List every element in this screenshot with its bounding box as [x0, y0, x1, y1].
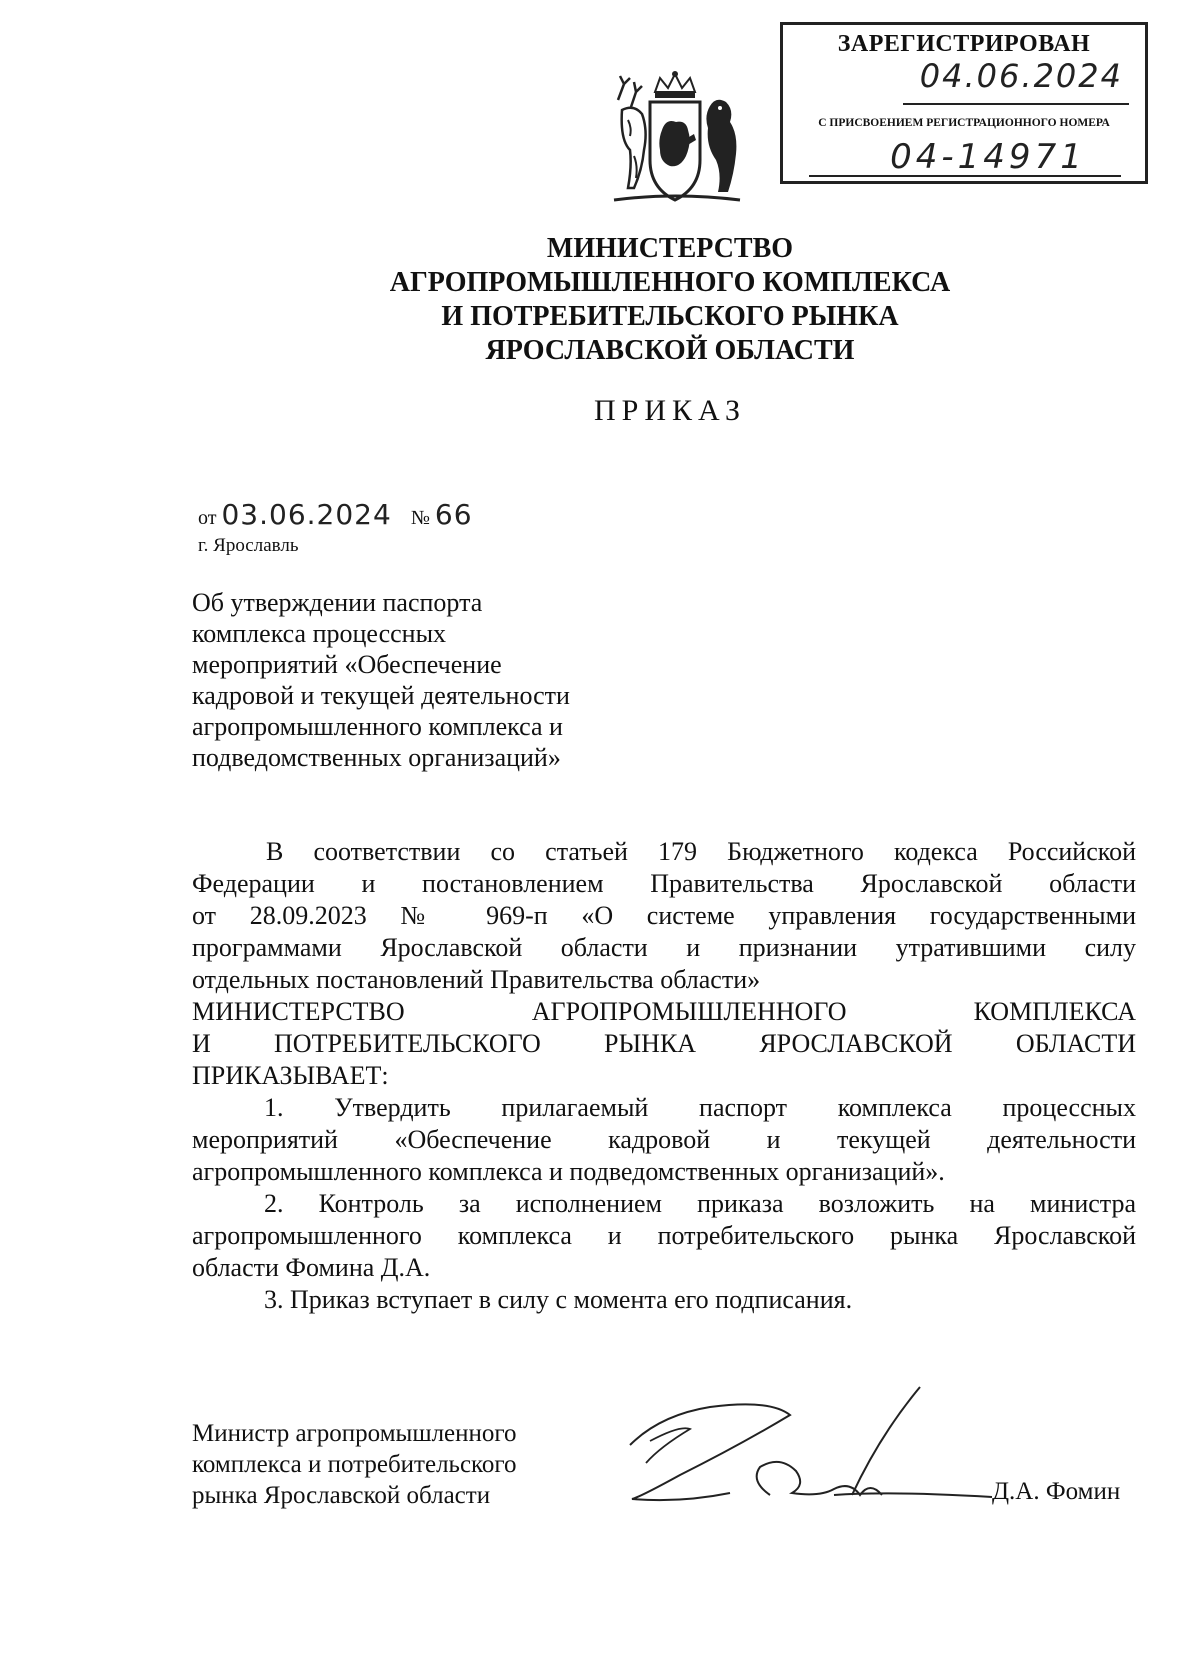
- stamp-date-line: [903, 103, 1129, 105]
- ministry-line: МИНИСТЕРСТВО: [546, 233, 794, 264]
- subject-line: агропромышленного комплекса и: [192, 712, 563, 741]
- preamble-line: программами Ярославской области и признании утратившими силу: [192, 933, 1136, 962]
- preamble-line: В соответствии со статьей 179 Бюджетного кодекса Российской: [266, 837, 1136, 866]
- item-3-line: 3. Приказ вступает в силу с момента его подписания.: [264, 1285, 853, 1314]
- handwritten-signature: [620, 1385, 1000, 1515]
- order-number: 66: [434, 498, 473, 531]
- preamble-line: отдельных постановлений Правительства области»: [192, 965, 761, 994]
- resolve-line: И ПОТРЕБИТЕЛЬСКОГО РЫНКА ЯРОСЛАВСКОЙ ОБЛАСТИ: [192, 1029, 1136, 1058]
- position-line: Министр агропромышленного: [192, 1420, 517, 1447]
- coat-of-arms-icon: [600, 70, 750, 210]
- document-type-title: ПРИКАЗ: [594, 394, 746, 427]
- order-subject: [192, 587, 652, 773]
- ministry-line: АГРОПРОМЫШЛЕННОГО КОМПЛЕКСА: [389, 267, 951, 298]
- ministry-line: ЯРОСЛАВСКОЙ ОБЛАСТИ: [485, 335, 855, 366]
- order-city: г. Ярославль: [198, 535, 299, 556]
- signatory-position: [192, 1418, 612, 1511]
- stamp-caption: С ПРИСВОЕНИЕМ РЕГИСТРАЦИОННОГО НОМЕРА: [818, 117, 1110, 129]
- order-date: 03.06.2024: [221, 498, 392, 531]
- preamble-line: от 28.09.2023 № 969-п «О системе управления государственными: [192, 901, 1136, 930]
- stamp-date: 04.06.2024: [919, 57, 1123, 95]
- date-prefix: от: [198, 507, 217, 529]
- item-1-line: агропромышленного комплекса и подведомственных организаций».: [192, 1157, 945, 1186]
- preamble-line: Федерации и постановлением Правительства Ярославской области: [192, 869, 1136, 898]
- item-1-line: мероприятий «Обеспечение кадровой и текущей деятельности: [192, 1125, 1136, 1154]
- resolve-line: МИНИСТЕРСТВО АГРОПРОМЫШЛЕННОГО КОМПЛЕКСА: [192, 997, 1136, 1026]
- subject-line: мероприятий «Обеспечение: [192, 650, 502, 679]
- ministry-heading: [260, 232, 1080, 368]
- item-1-line: 1. Утвердить прилагаемый паспорт комплекса процессных: [264, 1093, 1136, 1122]
- item-2-line: агропромышленного комплекса и потребительского рынка Ярославской: [192, 1221, 1136, 1250]
- stamp-title: ЗАРЕГИСТРИРОВАН: [837, 31, 1091, 57]
- subject-line: комплекса процессных: [192, 619, 447, 648]
- registration-stamp: [780, 22, 1148, 184]
- position-line: комплекса и потребительского: [192, 1451, 517, 1478]
- order-body: [192, 836, 1136, 1316]
- ministry-line: И ПОТРЕБИТЕЛЬСКОГО РЫНКА: [441, 301, 899, 332]
- item-2-line: 2. Контроль за исполнением приказа возложить на министра: [264, 1189, 1136, 1218]
- resolve-line: ПРИКАЗЫВАЕТ:: [192, 1061, 389, 1090]
- order-date-row: [198, 498, 473, 531]
- stamp-number-line: [809, 175, 1121, 177]
- subject-line: Об утверждении паспорта: [192, 588, 483, 617]
- subject-line: кадровой и текущей деятельности: [192, 681, 570, 710]
- signatory-name: Д.А. Фомин: [992, 1478, 1121, 1505]
- stamp-number: 04-14971: [890, 137, 1086, 177]
- position-line: рынка Ярославской области: [192, 1482, 491, 1509]
- subject-line: подведомственных организаций»: [192, 743, 561, 772]
- number-prefix: №: [410, 507, 430, 529]
- item-2-line: области Фомина Д.А.: [192, 1253, 431, 1282]
